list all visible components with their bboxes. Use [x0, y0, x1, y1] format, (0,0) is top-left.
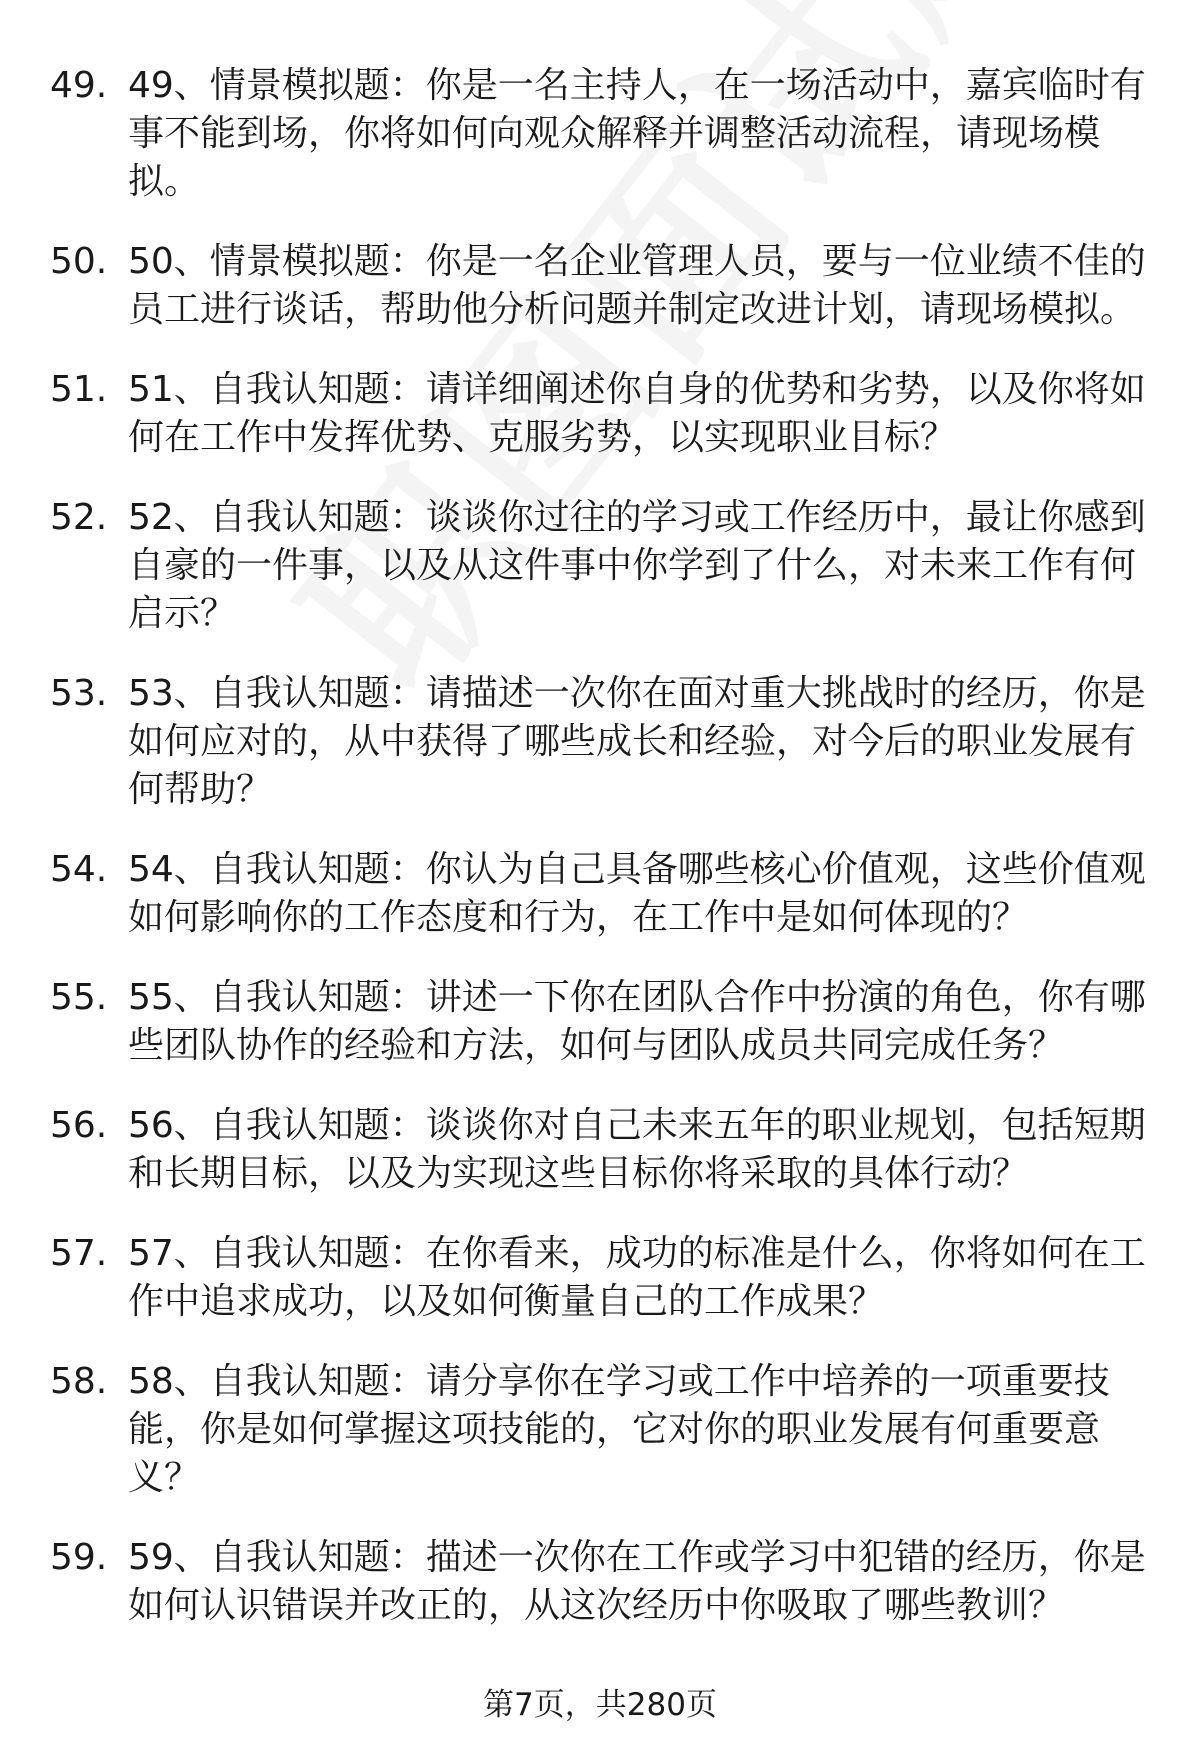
list-item	[50, 1230, 1160, 1326]
item-number: 53.	[50, 673, 108, 714]
list-item	[50, 670, 1160, 814]
item-number: 49.	[50, 65, 108, 106]
item-text: 56、自我认知题：谈谈你对自己未来五年的职业规划，包括短期和长期目标，以及为实现这些目标你将采取的具体行动？	[128, 1105, 1146, 1194]
item-number: 52.	[50, 497, 108, 538]
list-item	[50, 974, 1160, 1070]
item-text: 52、自我认知题：谈谈你过往的学习或工作经历中，最让你感到自豪的一件事，以及从这件事中你学到了什么，对未来工作有何启示？	[128, 497, 1146, 634]
item-number: 51.	[50, 369, 108, 410]
item-text: 50、情景模拟题：你是一名企业管理人员，要与一位业绩不佳的员工进行谈话，帮助他分析问题并制定改进计划，请现场模拟。	[128, 241, 1146, 330]
item-number: 57.	[50, 1233, 108, 1274]
item-text: 51、自我认知题：请详细阐述你自身的优势和劣势，以及你将如何在工作中发挥优势、克服劣势，以实现职业目标？	[128, 369, 1146, 458]
item-number: 58.	[50, 1361, 108, 1402]
list-item	[50, 62, 1160, 206]
item-text: 53、自我认知题：请描述一次你在面对重大挑战时的经历，你是如何应对的，从中获得了哪些成长和经验，对今后的职业发展有何帮助？	[128, 673, 1146, 810]
item-number: 50.	[50, 241, 108, 282]
list-item	[50, 1358, 1160, 1502]
list-item	[50, 366, 1160, 462]
question-list	[50, 62, 1160, 1662]
item-text: 59、自我认知题：描述一次你在工作或学习中犯错的经历，你是如何认识错误并改正的，从这次经历中你吸取了哪些教训？	[128, 1537, 1146, 1626]
item-text: 55、自我认知题：讲述一下你在团队合作中扮演的角色，你有哪些团队协作的经验和方法，如何与团队成员共同完成任务？	[128, 977, 1146, 1066]
list-item	[50, 846, 1160, 942]
list-item	[50, 238, 1160, 334]
item-number: 56.	[50, 1105, 108, 1146]
item-number: 59.	[50, 1537, 108, 1578]
item-number: 55.	[50, 977, 108, 1018]
list-item	[50, 1102, 1160, 1198]
item-text: 57、自我认知题：在你看来，成功的标准是什么，你将如何在工作中追求成功，以及如何衡量自己的工作成果？	[128, 1233, 1146, 1322]
page-footer: 第7页，共280页	[483, 1687, 717, 1723]
item-text: 58、自我认知题：请分享你在学习或工作中培养的一项重要技能，你是如何掌握这项技能的，它对你的职业发展有何重要意义？	[128, 1361, 1110, 1498]
item-text: 49、情景模拟题：你是一名主持人，在一场活动中，嘉宾临时有事不能到场，你将如何向观众解释并调整活动流程，请现场模拟。	[128, 65, 1146, 202]
item-number: 54.	[50, 849, 108, 890]
list-item	[50, 1534, 1160, 1630]
list-item	[50, 494, 1160, 638]
item-text: 54、自我认知题：你认为自己具备哪些核心价值观，这些价值观如何影响你的工作态度和行为，在工作中是如何体现的？	[128, 849, 1146, 938]
